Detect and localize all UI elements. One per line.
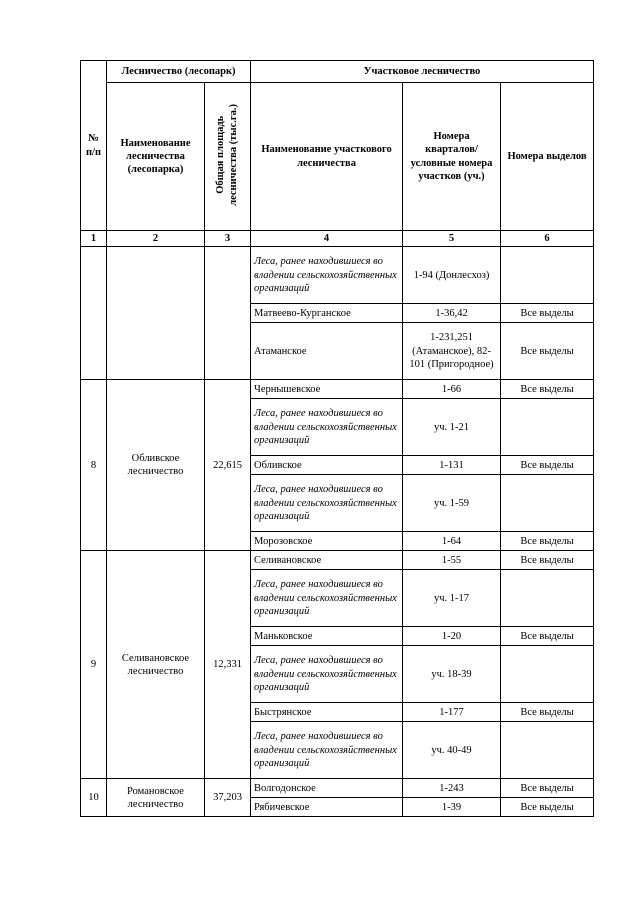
header-area-line1: Общая площадь — [215, 115, 227, 194]
col-index-3: 3 — [205, 231, 251, 247]
sections-cell — [501, 646, 594, 703]
district-name: Леса, ранее находившиеся во владении сельскохозяйственных организаций — [251, 570, 403, 627]
quarters-cell: 1-39 — [403, 798, 501, 817]
sections-cell — [501, 475, 594, 532]
district-name: Леса, ранее находившиеся во владении сельскохозяйственных организаций — [251, 247, 403, 304]
district-name: Матвеево-Курганское — [251, 304, 403, 323]
district-name: Рябичевское — [251, 798, 403, 817]
forestry-table — [80, 60, 594, 817]
sections-cell: Все выделы — [501, 532, 594, 551]
sections-cell: Все выделы — [501, 703, 594, 722]
row-number: 9 — [81, 551, 107, 779]
sections-cell: Все выделы — [501, 627, 594, 646]
district-name: Обливское — [251, 456, 403, 475]
quarters-cell: 1-55 — [403, 551, 501, 570]
col-index-2: 2 — [107, 231, 205, 247]
header-district-name: Наименование участкового лесничества — [251, 83, 403, 231]
district-name: Леса, ранее находившиеся во владении сельскохозяйственных организаций — [251, 399, 403, 456]
district-name: Чернышевское — [251, 380, 403, 399]
sections-cell: Все выделы — [501, 456, 594, 475]
sections-cell: Все выделы — [501, 304, 594, 323]
sections-cell: Все выделы — [501, 323, 594, 380]
col-index-5: 5 — [403, 231, 501, 247]
quarters-cell: 1-177 — [403, 703, 501, 722]
header-sections: Номера выделов — [501, 83, 594, 231]
forestry-area: 12,331 — [205, 551, 251, 779]
header-area-line2: лесничества (тыс.га.) — [228, 103, 240, 206]
table-row — [81, 380, 594, 399]
forestry-name: Селивановское лесничество — [107, 551, 205, 779]
forestry-area — [205, 247, 251, 380]
sections-cell: Все выделы — [501, 380, 594, 399]
forestry-name — [107, 247, 205, 380]
district-name: Леса, ранее находившиеся во владении сельскохозяйственных организаций — [251, 646, 403, 703]
sections-cell — [501, 247, 594, 304]
header-forestry-group: Лесничество (лесопарк) — [107, 61, 251, 83]
col-index-1: 1 — [81, 231, 107, 247]
quarters-cell: уч. 1-21 — [403, 399, 501, 456]
forestry-area: 22,615 — [205, 380, 251, 551]
district-name: Волгодонское — [251, 779, 403, 798]
quarters-cell: 1-94 (Донлесхоз) — [403, 247, 501, 304]
header-quarters: Номера кварталов/ условные номера участков (уч.) — [403, 83, 501, 231]
quarters-cell: уч. 18-39 — [403, 646, 501, 703]
quarters-cell: 1-20 — [403, 627, 501, 646]
col-index-4: 4 — [251, 231, 403, 247]
sections-cell — [501, 722, 594, 779]
quarters-cell: 1-131 — [403, 456, 501, 475]
quarters-cell: 1-64 — [403, 532, 501, 551]
quarters-cell: 1-36,42 — [403, 304, 501, 323]
sections-cell — [501, 570, 594, 627]
district-name: Маньковское — [251, 627, 403, 646]
district-name: Леса, ранее находившиеся во владении сельскохозяйственных организаций — [251, 722, 403, 779]
quarters-cell: 1-243 — [403, 779, 501, 798]
quarters-cell: 1-66 — [403, 380, 501, 399]
sections-cell: Все выделы — [501, 779, 594, 798]
forestry-area: 37,203 — [205, 779, 251, 817]
row-number: 10 — [81, 779, 107, 817]
quarters-cell: уч. 40-49 — [403, 722, 501, 779]
district-name: Селивановское — [251, 551, 403, 570]
row-number — [81, 247, 107, 380]
header-area — [205, 83, 251, 231]
table-row — [81, 779, 594, 798]
sections-cell: Все выделы — [501, 551, 594, 570]
district-name: Леса, ранее находившиеся во владении сельскохозяйственных организаций — [251, 475, 403, 532]
table-row — [81, 247, 594, 304]
quarters-cell: 1-231,251 (Атаманское), 82-101 (Пригородное) — [403, 323, 501, 380]
header-district-group: Участковое лесничество — [251, 61, 594, 83]
table-row — [81, 551, 594, 570]
forestry-name: Романовское лесничество — [107, 779, 205, 817]
header-forestry-name: Наименование лесничества (лесопарка) — [107, 83, 205, 231]
col-index-6: 6 — [501, 231, 594, 247]
row-number: 8 — [81, 380, 107, 551]
forestry-name: Обливское лесничество — [107, 380, 205, 551]
district-name: Быстрянское — [251, 703, 403, 722]
quarters-cell: уч. 1-17 — [403, 570, 501, 627]
header-number: № п/п — [81, 61, 107, 231]
sections-cell — [501, 399, 594, 456]
quarters-cell: уч. 1-59 — [403, 475, 501, 532]
district-name: Атаманское — [251, 323, 403, 380]
sections-cell: Все выделы — [501, 798, 594, 817]
district-name: Морозовское — [251, 532, 403, 551]
